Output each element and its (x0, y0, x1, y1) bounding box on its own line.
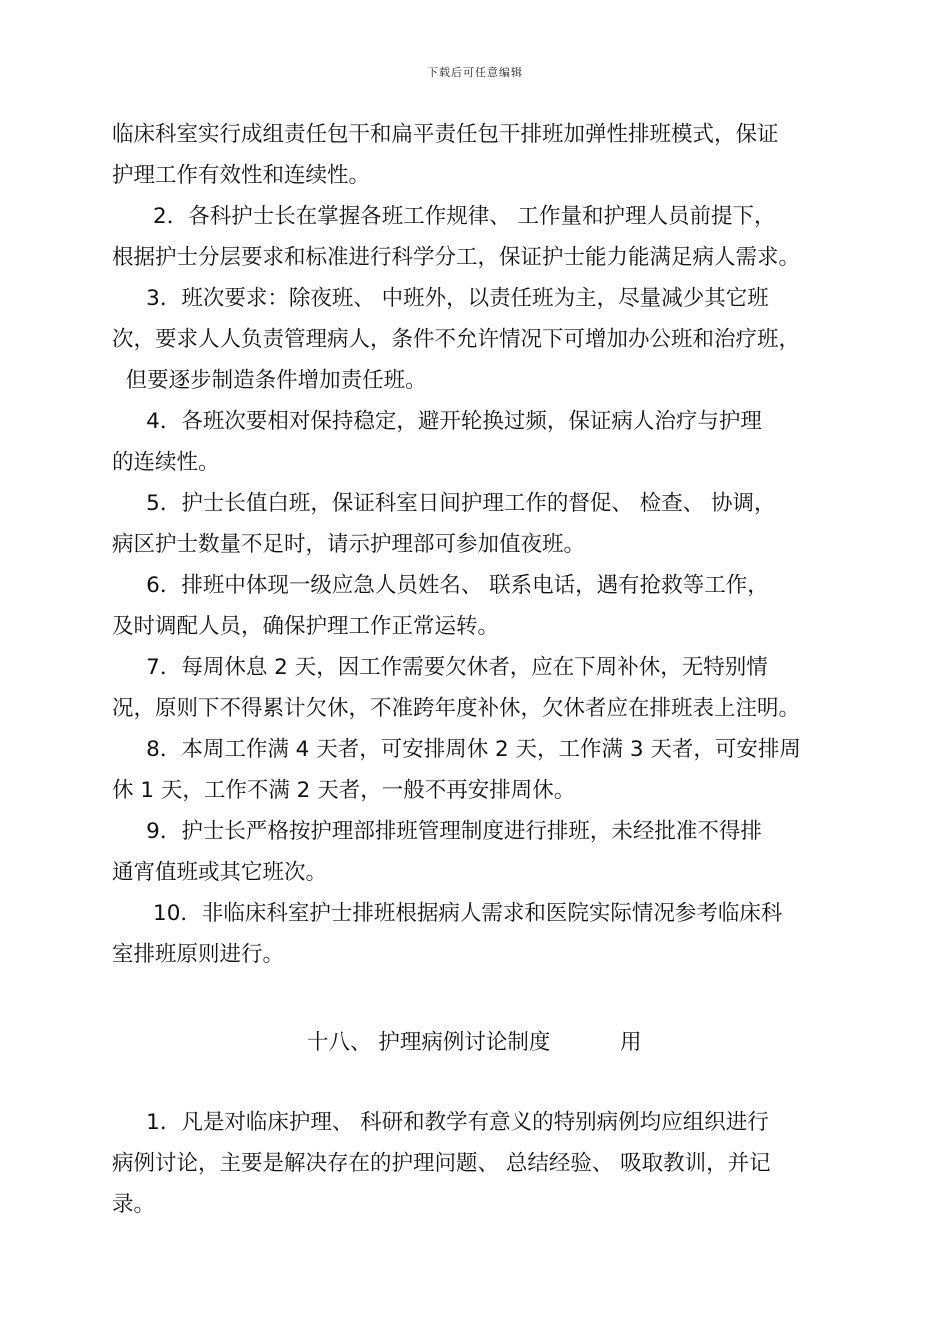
text-line: 及时调配人员，确保护理工作正常运转。 (112, 614, 500, 639)
text-line: 休 1 天，工作不满 2 天者，一般不再安排周休。 (112, 778, 576, 803)
section-heading (0, 1024, 950, 1062)
section-title: 十八、 护理病例讨论制度 (307, 1030, 551, 1055)
text-line: 次，要求人人负责管理病人，条件不允许情况下可增加办公班和治疗班， (112, 327, 801, 352)
text-line: 2．各科护士长在掌握各班工作规律、 工作量和护理人员前提下， (112, 204, 776, 229)
text-line: 6．排班中体现一级应急人员姓名、 联系电话，遇有抢救等工作， (112, 573, 769, 598)
policy-text-block (112, 114, 852, 975)
text-line: 5．护士长值白班，保证科室日间护理工作的督促、 检查、 协调， (112, 491, 776, 516)
text-line: 室排班原则进行。 (112, 942, 285, 967)
text-line: 护理工作有效性和连续性。 (112, 163, 371, 188)
text-line: 8．本周工作满 4 天者，可安排周休 2 天，工作满 3 天者，可安排周 (112, 737, 801, 762)
text-line: 9．护士长严格按护理部排班管理制度进行排班，未经批准不得排 (112, 819, 762, 844)
text-line: 病区护士数量不足时，请示护理部可参加值夜班。 (112, 532, 586, 557)
text-line: 1．凡是对临床护理、 科研和教学有意义的特别病例均应组织进行 (112, 1110, 769, 1135)
text-line: 况，原则下不得累计欠休，不准跨年度补休，欠休者应在排班表上注明。 (112, 696, 801, 721)
text-line: 7．每周休息 2 天，因工作需要欠休者，应在下周补休，无特别情 (112, 655, 768, 680)
section-title-tag: 用 (620, 1030, 642, 1055)
text-line: 病例讨论，主要是解决存在的护理问题、 总结经验、 吸取教训，并记 (112, 1151, 771, 1176)
text-line: 但要逐步制造条件增加责任班。 (112, 368, 427, 393)
discussion-text-block (112, 1102, 852, 1225)
text-line: 临床科室实行成组责任包干和扁平责任包干排班加弹性排班模式，保证 (112, 122, 779, 147)
text-line: 根据护士分层要求和标准进行科学分工，保证护士能力能满足病人需求。 (112, 245, 801, 270)
text-line: 4．各班次要相对保持稳定，避开轮换过频，保证病人治疗与护理 (112, 409, 762, 434)
text-line: 的连续性。 (112, 450, 220, 475)
text-line: 3．班次要求：除夜班、 中班外，以责任班为主，尽量减少其它班 (112, 286, 769, 311)
text-line: 通宵值班或其它班次。 (112, 860, 328, 885)
page-header: 下载后可任意编辑 (427, 66, 523, 79)
text-line: 录。 (112, 1192, 156, 1217)
text-line: 10．非临床科室护士排班根据病人需求和医院实际情况参考临床科 (112, 901, 783, 926)
